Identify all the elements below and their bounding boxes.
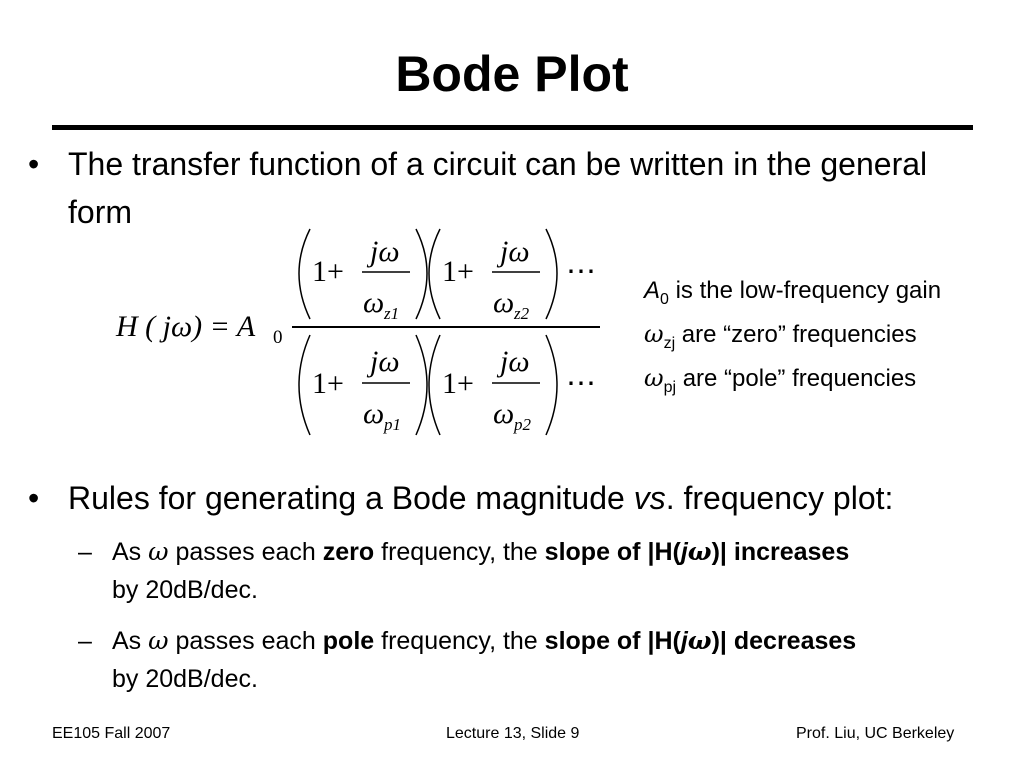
formula-notes xyxy=(644,274,941,404)
sub2-tail: by 20dB/dec. xyxy=(112,665,258,693)
sub1-omega: ω xyxy=(148,537,169,566)
den-paren-left-2 xyxy=(429,335,440,435)
den-jw-1: jω xyxy=(370,345,400,378)
note-zero xyxy=(644,317,941,361)
den-paren-right-1 xyxy=(416,335,427,435)
den-jw-2: jω xyxy=(500,345,530,378)
sub-dash: – xyxy=(78,538,92,566)
den-paren-right-2 xyxy=(546,335,557,435)
note-pole xyxy=(644,361,941,405)
footer-left: EE105 Fall 2007 xyxy=(52,725,171,742)
sub1-as: As xyxy=(112,538,149,566)
num-sub-z1: z1 xyxy=(384,304,400,323)
sub1-mid: passes each xyxy=(168,538,323,566)
note-gain-sub: 0 xyxy=(660,290,669,308)
rules-pre: Rules for generating a Bode magnitude xyxy=(68,480,634,516)
sub-text xyxy=(112,622,1017,698)
num-omega-2: ω xyxy=(493,286,515,319)
sub1-slope: slope of |H(jω)| increases xyxy=(544,537,850,566)
sub-dash: – xyxy=(78,627,92,655)
note-gain xyxy=(644,274,941,317)
rules-post: . frequency plot: xyxy=(665,480,894,516)
note-zero-symbol: ω xyxy=(644,319,664,348)
footer-right: Prof. Liu, UC Berkeley xyxy=(796,725,955,742)
note-gain-text: is the low-frequency gain xyxy=(668,277,942,304)
note-pole-symbol: ω xyxy=(644,363,664,392)
num-paren-left-1 xyxy=(299,229,310,319)
sub2-kind: pole xyxy=(322,627,375,655)
num-jw-1: jω xyxy=(370,235,400,268)
note-zero-sub: zj xyxy=(663,334,676,352)
sub1-tail: by 20dB/dec. xyxy=(112,576,258,604)
num-one-plus-1: 1+ xyxy=(312,255,344,288)
sub2-mid: passes each xyxy=(168,627,323,655)
sub1-kind: zero xyxy=(322,538,375,566)
footer-center: Lecture 13, Slide 9 xyxy=(446,725,580,742)
bullet-dot: • xyxy=(28,480,40,516)
title-rule xyxy=(52,125,973,130)
sub-bullet-pole xyxy=(78,622,1018,702)
num-paren-right-2 xyxy=(546,229,557,319)
sub2-as: As xyxy=(112,627,149,655)
den-sub-p2: p2 xyxy=(514,415,531,434)
den-omega-1: ω xyxy=(363,397,385,430)
den-paren-left-1 xyxy=(299,335,310,435)
sub-text xyxy=(112,533,1017,609)
note-pole-text: are “pole” frequencies xyxy=(676,364,917,392)
bullet-text: The transfer function of a circuit can be written in the general form xyxy=(68,146,928,230)
note-gain-symbol: A xyxy=(644,277,661,304)
den-omega-2: ω xyxy=(493,397,515,430)
num-dots: ⋯ xyxy=(566,255,596,288)
num-one-plus-2: 1+ xyxy=(442,255,474,288)
formula-a-sub: 0 xyxy=(273,327,283,348)
note-zero-text: are “zero” frequencies xyxy=(675,320,917,348)
formula-lhs: H ( jω) = A xyxy=(116,310,256,343)
num-jw-2: jω xyxy=(500,235,530,268)
transfer-function-formula xyxy=(100,215,610,445)
rules-vs: vs xyxy=(633,480,666,516)
sub2-omega: ω xyxy=(148,626,169,655)
sub2-slope: slope of |H(jω)| decreases xyxy=(544,626,857,655)
sub2-mid2: frequency, the xyxy=(374,627,545,655)
den-sub-p1: p1 xyxy=(384,415,401,434)
num-sub-z2: z2 xyxy=(514,304,530,323)
num-paren-right-1 xyxy=(416,229,427,319)
num-paren-left-2 xyxy=(429,229,440,319)
slide-title: Bode Plot xyxy=(395,46,629,102)
sub-bullet-zero xyxy=(78,533,1018,613)
num-omega-1: ω xyxy=(363,286,385,319)
bullet-dot: • xyxy=(28,146,40,182)
den-one-plus-2: 1+ xyxy=(442,367,474,400)
note-pole-sub: pj xyxy=(663,378,677,396)
den-dots: ⋯ xyxy=(566,367,596,400)
bullet-text xyxy=(68,474,1008,522)
sub1-mid2: frequency, the xyxy=(374,538,545,566)
den-one-plus-1: 1+ xyxy=(312,367,344,400)
bullet-rules xyxy=(28,474,1008,522)
